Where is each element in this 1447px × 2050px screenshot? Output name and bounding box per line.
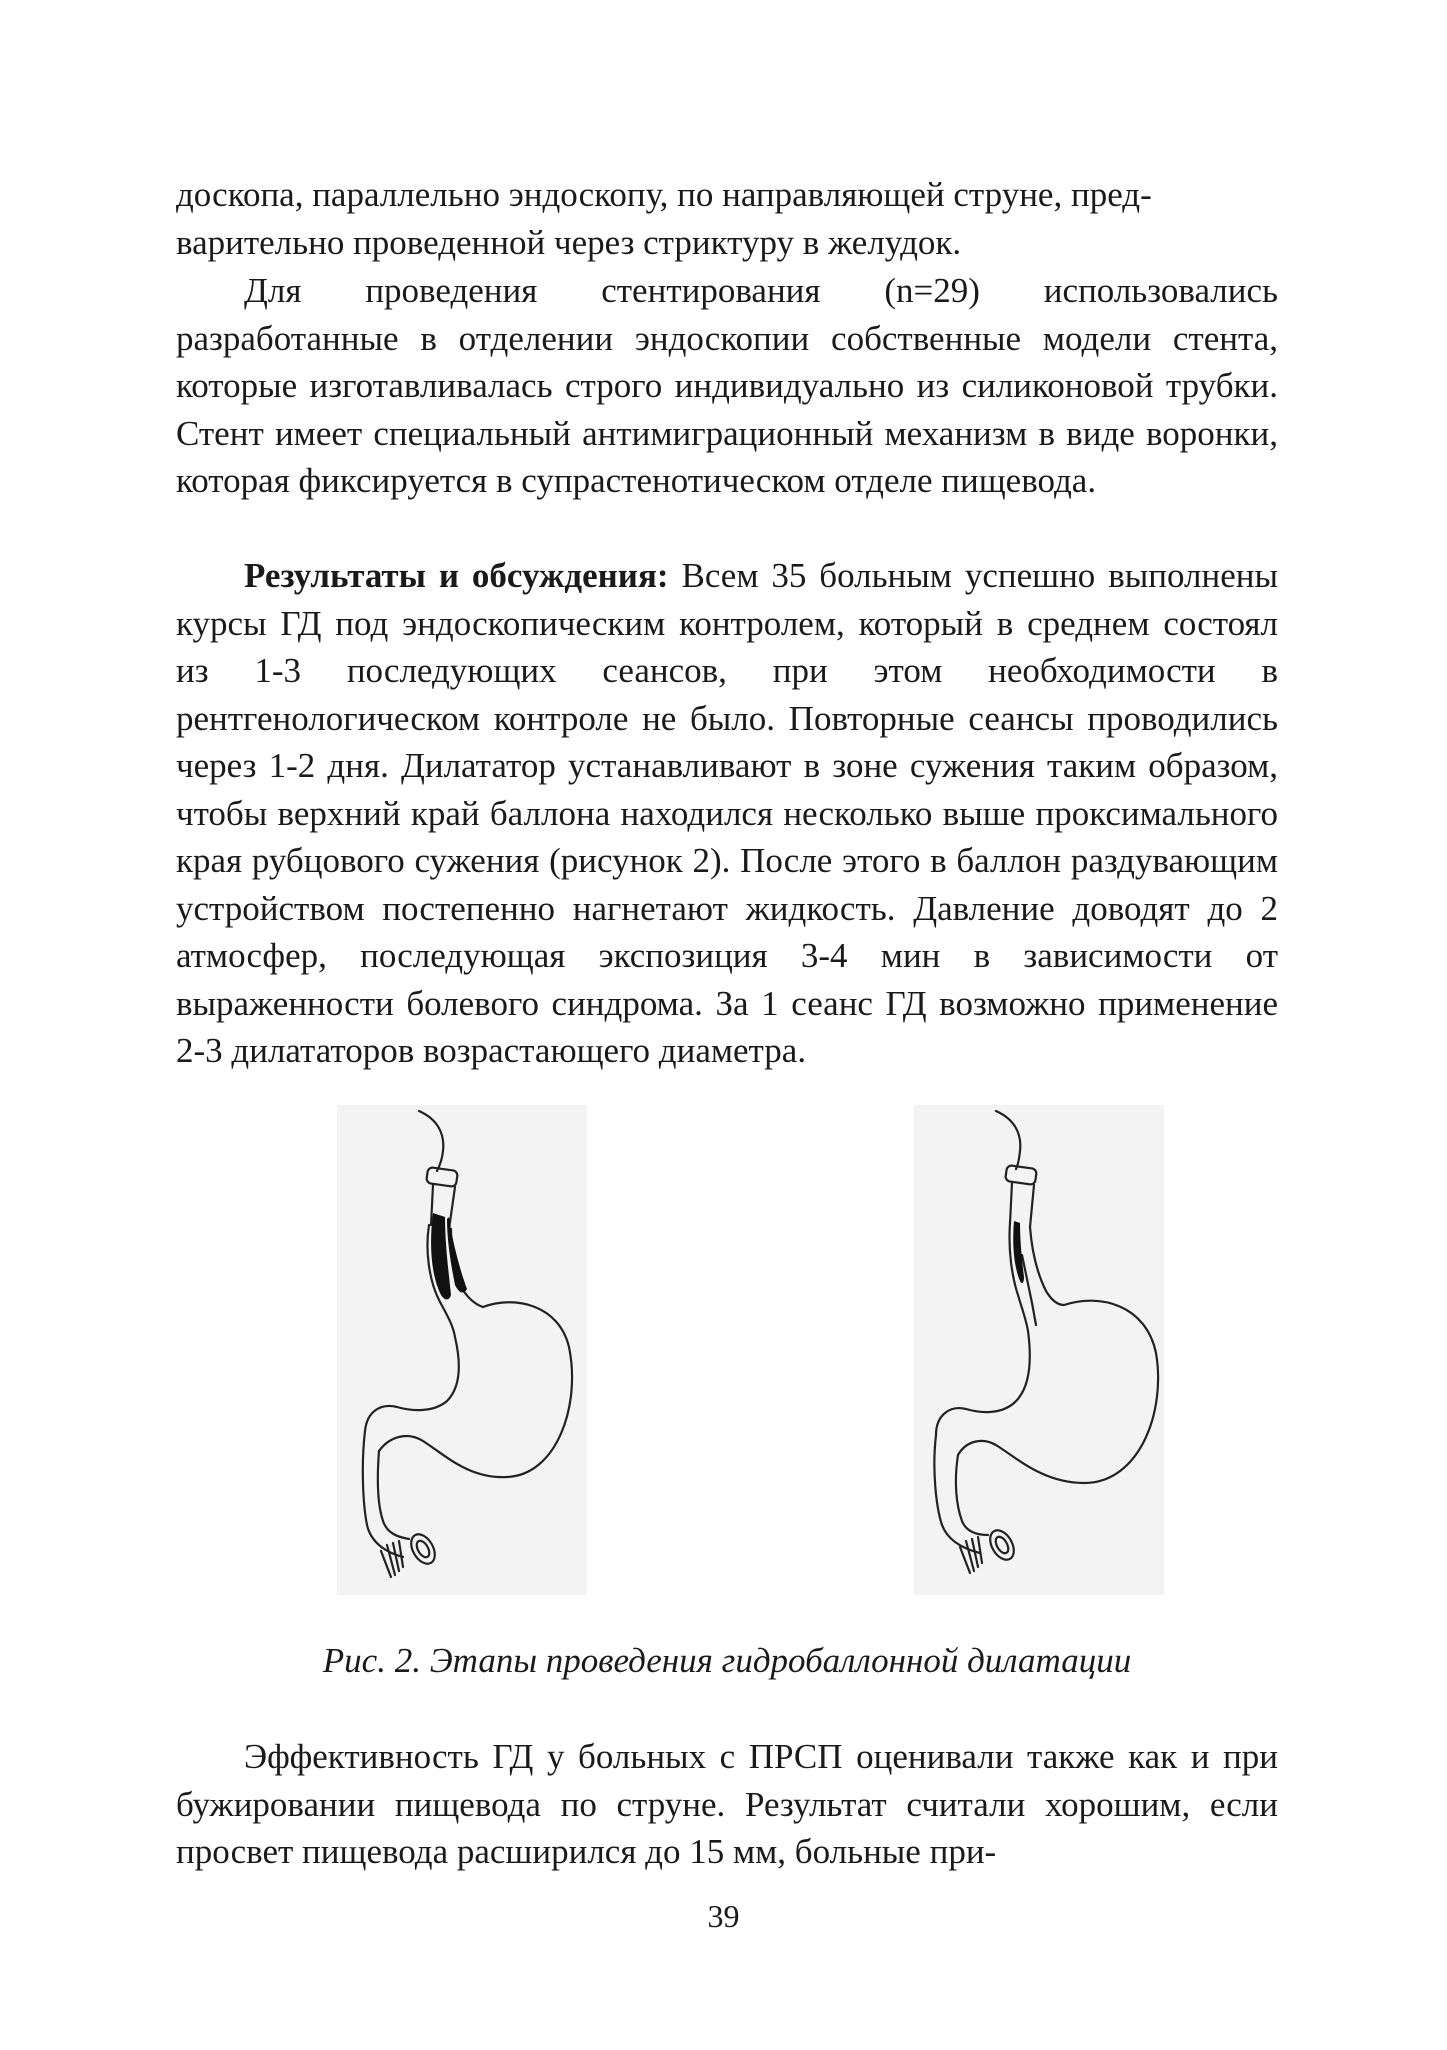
page-number: 39 <box>707 1898 740 1934</box>
bottom-paragraph-text: Эффективность ГД у больных с ПРСП оценивали также как и при бужировании пищевода по струне. Результат считали хорошим, если просвет пищевода расширился до 15 мм, больные при- <box>176 1737 1278 1871</box>
figure-2 <box>0 1105 1447 1605</box>
results-text: Всем 35 больным успешно выполнены курсы ГД под эндоскопическим контролем, который в среднем состоял из 1-3 последующих сеансов, при этом необходимости в рентгенологическом контроле не было. Повторные сеансы проводились через 1-2 дня. Дилататор устанавливают в зоне сужения таким образом, чтобы верхний край баллона находился несколько выше проксимального края рубцового сужения (рисунок 2). После этого в баллон раздувающим устройством постепенно нагнетают жидкость. Давление доводят до 2 атмосфер, последующая экспозиция 3-4 мин в зависимости от выраженности болевого синдрома. За 1 сеанс ГД возможно применение 2-3 дилататоров возрастающего диаметра. <box>176 556 1278 1070</box>
top-paragraph <box>176 171 1278 266</box>
stomach-illustration-1 <box>337 1105 587 1595</box>
stent-paragraph <box>176 267 1278 505</box>
bottom-paragraph <box>176 1733 1278 1876</box>
top-paragraph-line-2: варительно проведенной через стриктуру в желудок. <box>176 222 962 262</box>
stage-2-stomach-drawing <box>914 1105 1164 1595</box>
figure-caption: Рис. 2. Этапы проведения гидробаллонной дилатации <box>322 1641 1132 1680</box>
stent-paragraph-text: Для проведения стентирования (n=29) использовались разработанные в отделении эндоскопии собственные модели стента, которые изготавливалась строго индивидуально из силиконовой трубки. Стент имеет специальный антимиграционный механизм в виде воронки, которая фиксируется в супрастенотическом отделе пищевода. <box>176 271 1278 500</box>
results-heading: Результаты и обсуждения: <box>244 556 669 595</box>
top-paragraph-line-1: доскопа, параллельно эндоскопу, по направляющей струне, пред- <box>176 175 1152 214</box>
stage-1-stomach-drawing <box>337 1105 587 1595</box>
results-paragraph <box>176 552 1278 1075</box>
results-paragraph-body <box>176 552 1278 1075</box>
stomach-illustration-2 <box>914 1105 1164 1595</box>
